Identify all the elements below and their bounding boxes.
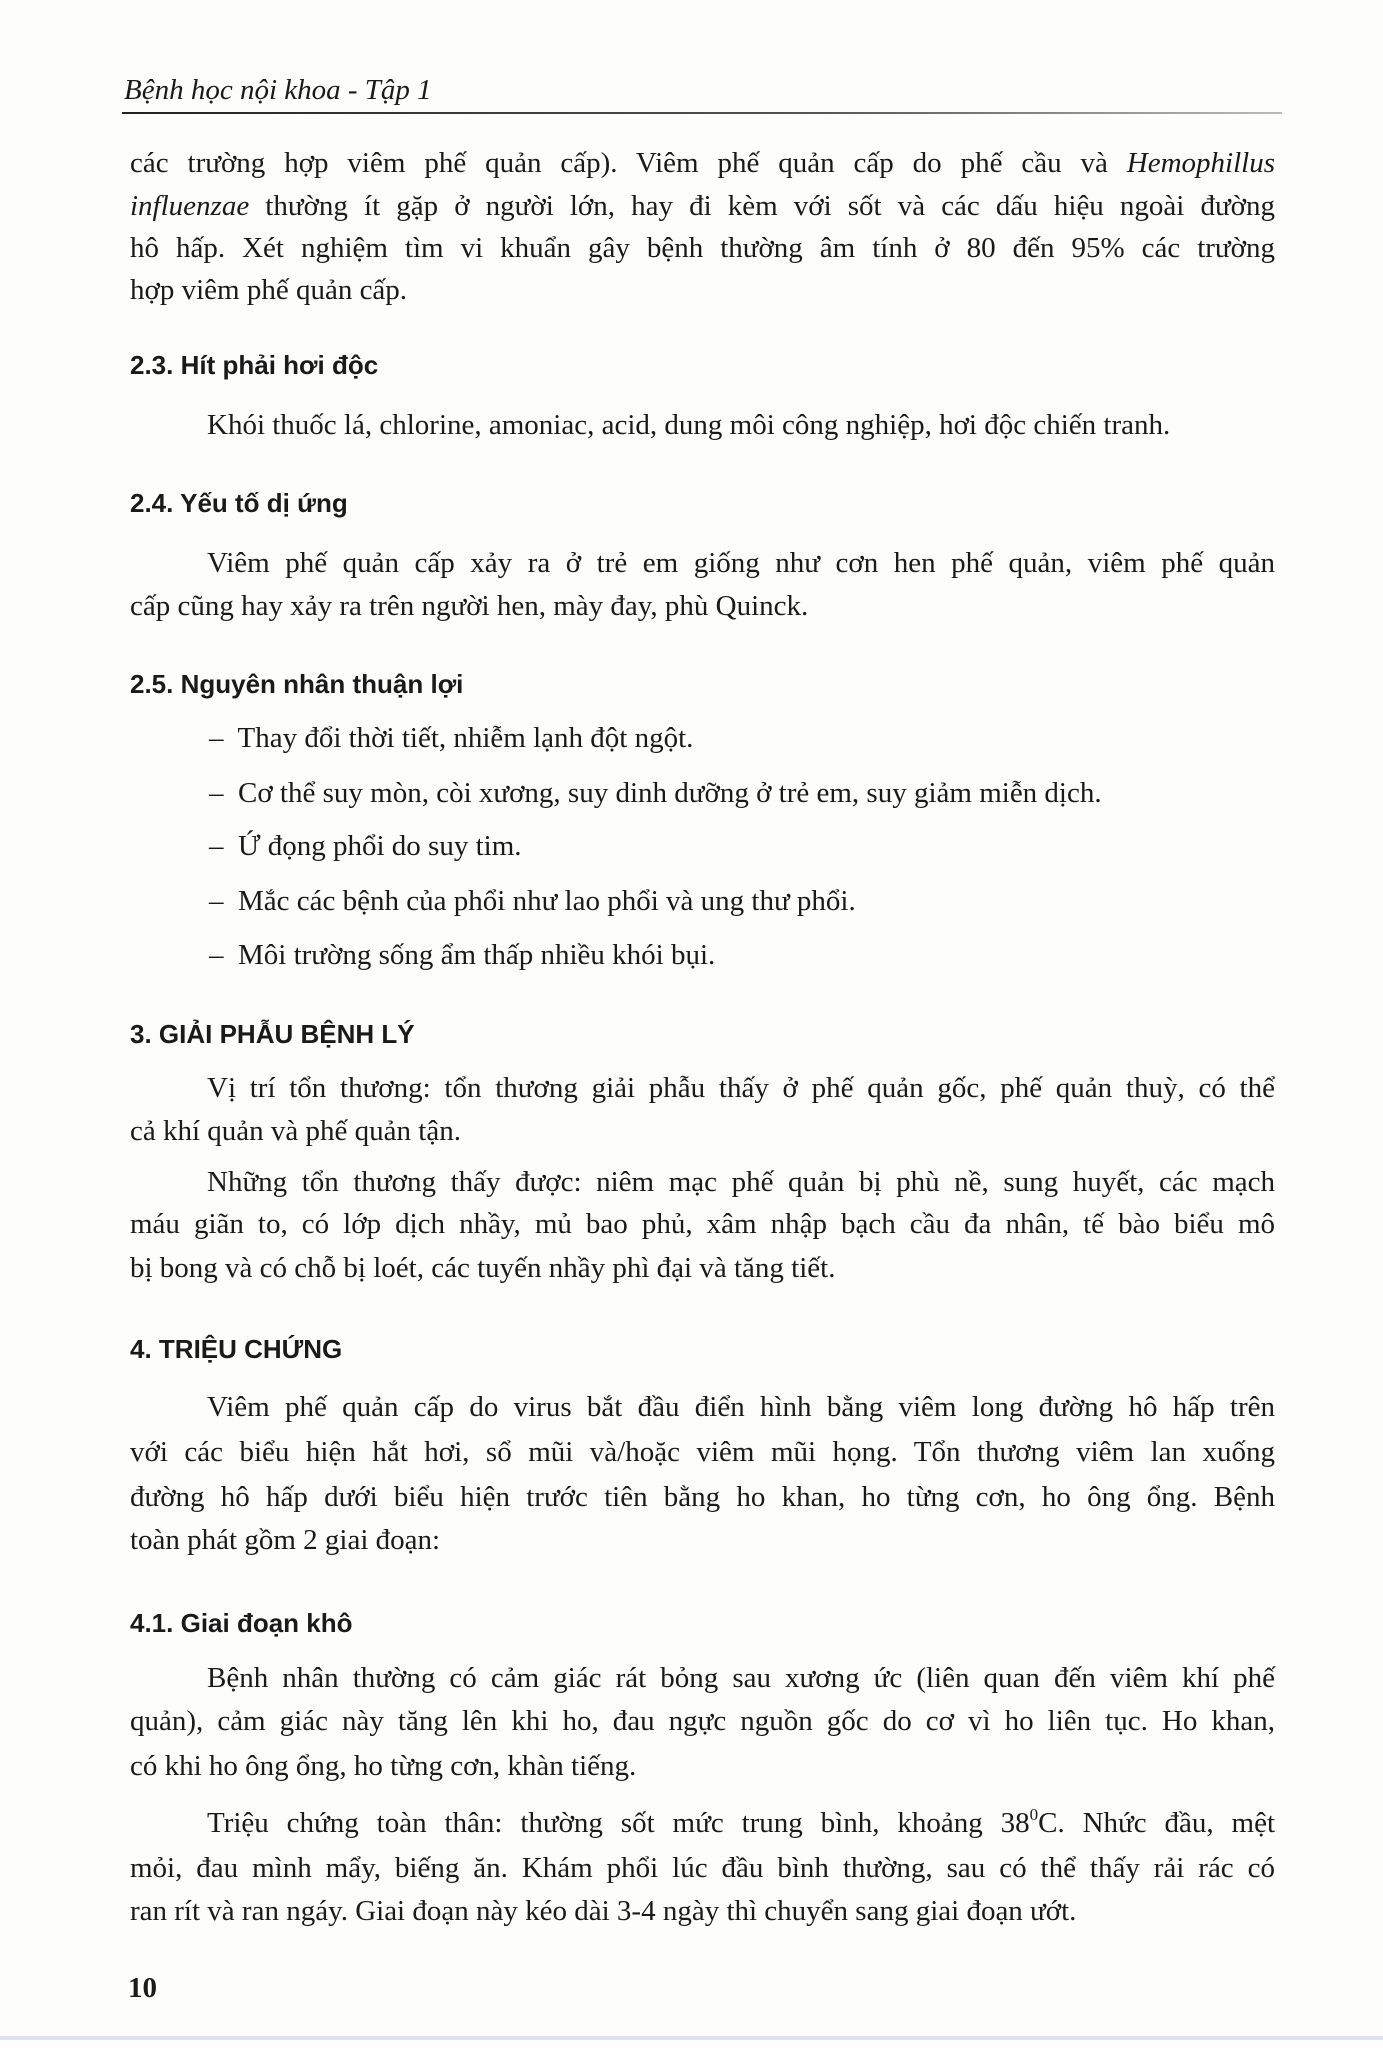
header-rule xyxy=(122,112,1282,114)
text-line: các trường hợp viêm phế quản cấp). Viêm phế quản cấp do phế cầu và Hemophillus xyxy=(130,147,1275,179)
page-number: 10 xyxy=(128,1972,157,2004)
running-header: Bệnh học nội khoa - Tập 1 xyxy=(124,74,432,106)
text-line: máu giãn to, có lớp dịch nhầy, mủ bao phủ, xâm nhập bạch cầu đa nhân, tế bào biểu mô xyxy=(130,1208,1275,1240)
text-line: hô hấp. Xét nghiệm tìm vi khuẩn gây bệnh thường âm tính ở 80 đến 95% các trường xyxy=(130,232,1275,264)
bullet-item: – Thay đổi thời tiết, nhiễm lạnh đột ngột. xyxy=(209,722,694,754)
text-line: Triệu chứng toàn thân: thường sốt mức trung bình, khoảng $38^0C$. Nhức đầu, mệt xyxy=(207,1805,1276,1839)
text-line: ran rít và ran ngáy. Giai đoạn này kéo dài 3-4 ngày thì chuyển sang giai đoạn ướt. xyxy=(130,1895,1077,1927)
text-line: Vị trí tổn thương: tổn thương giải phẫu thấy ở phế quản gốc, phế quản thuỳ, có thể xyxy=(207,1072,1275,1104)
section-heading-2-5: 2.5. Nguyên nhân thuận lợi xyxy=(130,669,464,699)
bullet-item: – Môi trường sống ẩm thấp nhiều khói bụi. xyxy=(209,939,716,971)
text-line: đường hô hấp dưới biểu hiện trước tiên bằng ho khan, ho từng cơn, ho ông ổng. Bệnh xyxy=(130,1481,1275,1513)
text-line: Những tổn thương thấy được: niêm mạc phế quản bị phù nề, sung huyết, các mạch xyxy=(207,1166,1275,1198)
text-line: quản), cảm giác này tăng lên khi ho, đau ngực nguồn gốc do cơ vì ho liên tục. Ho khan, xyxy=(130,1705,1275,1737)
text-line: hợp viêm phế quản cấp. xyxy=(130,274,408,306)
bullet-item: – Cơ thể suy mòn, còi xương, suy dinh dưỡng ở trẻ em, suy giảm miễn dịch. xyxy=(209,777,1102,809)
text-line: Viêm phế quản cấp do virus bắt đầu điển hình bằng viêm long đường hô hấp trên xyxy=(207,1391,1275,1423)
bullet-item: – Mắc các bệnh của phổi như lao phổi và ung thư phổi. xyxy=(209,885,856,917)
section-heading-2-3: 2.3. Hít phải hơi độc xyxy=(130,350,379,380)
scan-edge xyxy=(0,2036,1383,2040)
section-heading-4: 4. TRIỆU CHỨNG xyxy=(130,1334,343,1364)
section-heading-3: 3. GIẢI PHẪU BỆNH LÝ xyxy=(130,1019,415,1049)
text-line: cả khí quản và phế quản tận. xyxy=(130,1115,461,1147)
text-line: Bệnh nhân thường có cảm giác rát bỏng sau xương ức (liên quan đến viêm khí phế xyxy=(207,1662,1275,1694)
bullet-item: – Ứ đọng phổi do suy tim. xyxy=(209,830,522,862)
section-heading-4-1: 4.1. Giai đoạn khô xyxy=(130,1608,353,1638)
text-line: Khói thuốc lá, chlorine, amoniac, acid, dung môi công nghiệp, hơi độc chiến tranh. xyxy=(207,409,1171,441)
text-line: Viêm phế quản cấp xảy ra ở trẻ em giống như cơn hen phế quản, viêm phế quản xyxy=(207,547,1275,579)
text-line: bị bong và có chỗ bị loét, các tuyến nhầy phì đại và tăng tiết. xyxy=(130,1252,836,1284)
text-line: toàn phát gồm 2 giai đoạn: xyxy=(130,1524,441,1556)
text-line: cấp cũng hay xảy ra trên người hen, mày đay, phù Quinck. xyxy=(130,590,809,622)
text-line: mỏi, đau mình mẩy, biếng ăn. Khám phổi lúc đầu bình thường, sau có thể thấy rải rác có xyxy=(130,1852,1275,1884)
text-line: influenzae thường ít gặp ở người lớn, hay đi kèm với sốt và các dấu hiệu ngoài đường xyxy=(130,190,1275,222)
text-line: với các biểu hiện hắt hơi, sổ mũi và/hoặc viêm mũi họng. Tổn thương viêm lan xuống xyxy=(130,1436,1275,1468)
text-line: có khi ho ông ổng, ho từng cơn, khàn tiếng. xyxy=(130,1750,637,1782)
section-heading-2-4: 2.4. Yếu tố dị ứng xyxy=(130,488,348,518)
